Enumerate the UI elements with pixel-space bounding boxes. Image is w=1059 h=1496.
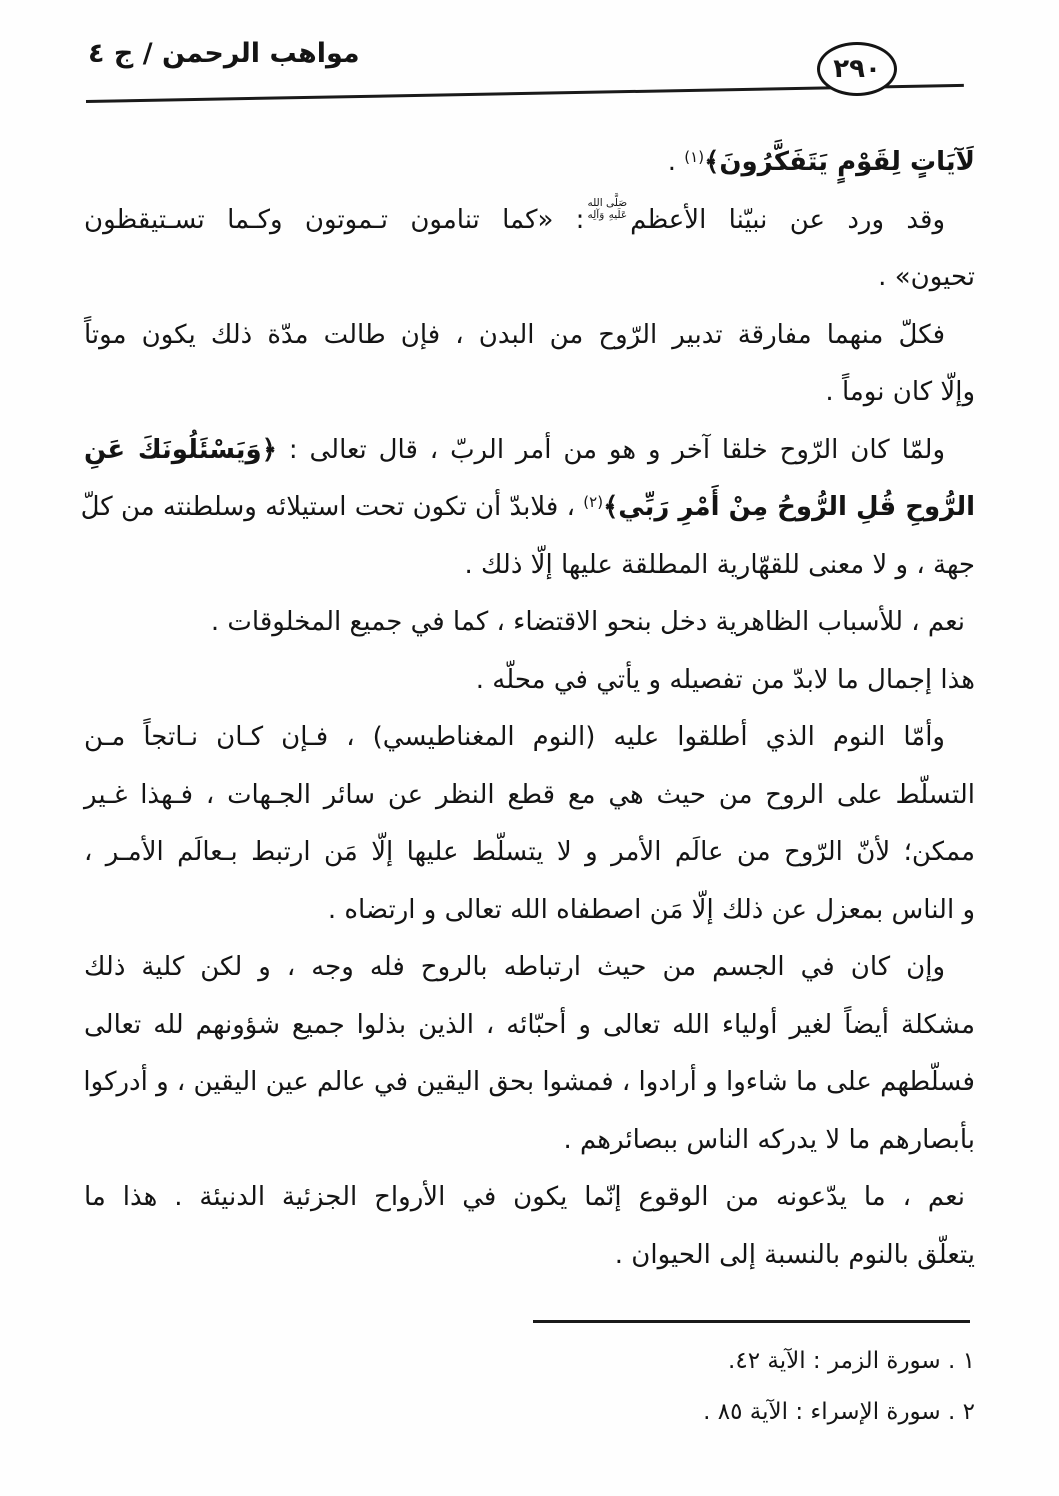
body-text [80,134,975,1284]
body-line [84,364,975,422]
body-line-text: وإلّا كان نوماً . [825,377,975,407]
footnote-text: ١ . سورة الزمر : الآية ٤٢. [728,1348,975,1374]
footnote-separator [533,1320,970,1323]
salawat-symbol [587,198,627,221]
footnote [703,1391,975,1433]
footnote [728,1340,975,1382]
body-line [80,479,975,537]
body-line-text: ولمّا كان الرّوح خلقا آخر و هو من أمر الربّ ، قال تعالى : [276,434,945,465]
body-line [84,997,975,1055]
body-line [84,1112,975,1170]
body-line [84,249,975,307]
body-line [84,1227,975,1285]
body-line-text: ممكن؛ لأنّ الرّوح من عالَم الأمر و لا يتسلّط عليها إلّا مَن ارتبط بـعالَم الأمـر ، [84,837,975,867]
quran-verse: ﴿وَيَسْئَلُونَكَ عَنِ [84,434,277,465]
body-line-text: وإن كان في الجسم من حيث ارتباطه بالروح فله وجه ، و لكن كلية ذلك [84,952,945,982]
body-line-text: وأمّا النوم الذي أطلقوا عليه (النوم المغناطيسي) ، فـإن كـان نـاتجاً مـن [84,722,945,752]
body-line-text: . [667,147,685,177]
body-line [84,939,975,997]
book-title: مواهب الرحمن / ج ٤ [88,38,360,69]
body-line [84,1054,975,1112]
quran-verse: الرُّوحِ قُلِ الرُّوحُ مِنْ أَمْرِ رَبِّي﴾ [603,492,975,522]
body-line [84,134,975,192]
body-line-text: : «كما تنامون تـموتون وكـما تسـتيقظون [84,204,585,235]
body-line-text: التسلّط على الروح من حيث هي مع قطع النظر عن سائر الجـهات ، فـهذا غـير [84,779,975,810]
body-line-text: فسلّطهم على ما شاءوا و أرادوا ، فمشوا بحق اليقين في عالم عين اليقين ، و أدركوا [83,1067,975,1097]
body-line [84,307,975,365]
body-line-text: ، فلابدّ أن تكون تحت استيلائه وسلطنته من كلّ [80,492,584,522]
body-line-text: تحيون» . [878,262,975,292]
page-number: ٢٩٠ [833,54,881,84]
salawat-line1: صَلَّى الله [587,196,628,209]
footnote-marker-2: (٢) [583,493,604,511]
body-line [84,882,975,940]
body-line-text: جهة ، و لا معنى للقهّارية المطلقة عليها إلّا ذلك . [464,549,975,580]
salawat-line2: عَلَيهِ وَآلِه [587,208,628,221]
body-line [84,594,975,652]
body-line [84,192,975,250]
body-line [84,709,975,767]
quran-verse: لَآيَاتٍ لِقَوْمٍ يَتَفَكَّرُونَ﴾ [704,147,975,177]
body-line [84,824,975,882]
body-line-text: يتعلّق بالنوم بالنسبة إلى الحيوان . [614,1239,975,1270]
body-line-text: وقد ورد عن نبيّنا الأعظم [630,204,946,235]
body-line-text: نعم ، للأسباب الظاهرية دخل بنحو الاقتضاء ، كما في جميع المخلوقات . [210,607,965,637]
body-line-text: مشكلة أيضاً لغير أولياء الله تعالى و أحبّائه ، الذين بذلوا جميع شؤونهم لله تعالى [84,1009,975,1040]
body-line [84,422,975,480]
body-line [84,652,975,710]
body-line [84,537,975,595]
footnote-text: ٢ . سورة الإسراء : الآية ٨٥ . [703,1399,975,1425]
body-line-text: نعم ، ما يدّعونه من الوقوع إنّما يكون في الأرواح الجزئية الدنيئة . هذا ما [84,1182,965,1212]
body-line [84,767,975,825]
body-line-text: فكلّ منهما مفارقة تدبير الرّوح من البدن ، فإن طالت مدّة ذلك يكون موتاً [84,319,945,350]
body-line-text: هذا إجمال ما لابدّ من تفصيله و يأتي في محلّه . [475,664,975,695]
footnote-marker-1: (١) [684,148,705,166]
page-number-badge [817,42,897,96]
body-line [84,1169,975,1227]
body-line-text: بأبصارهم ما لا يدركه الناس ببصائرهم . [563,1124,975,1155]
body-line-text: و الناس بمعزل عن ذلك إلّا مَن اصطفاه الله تعالى و ارتضاه . [327,894,975,925]
